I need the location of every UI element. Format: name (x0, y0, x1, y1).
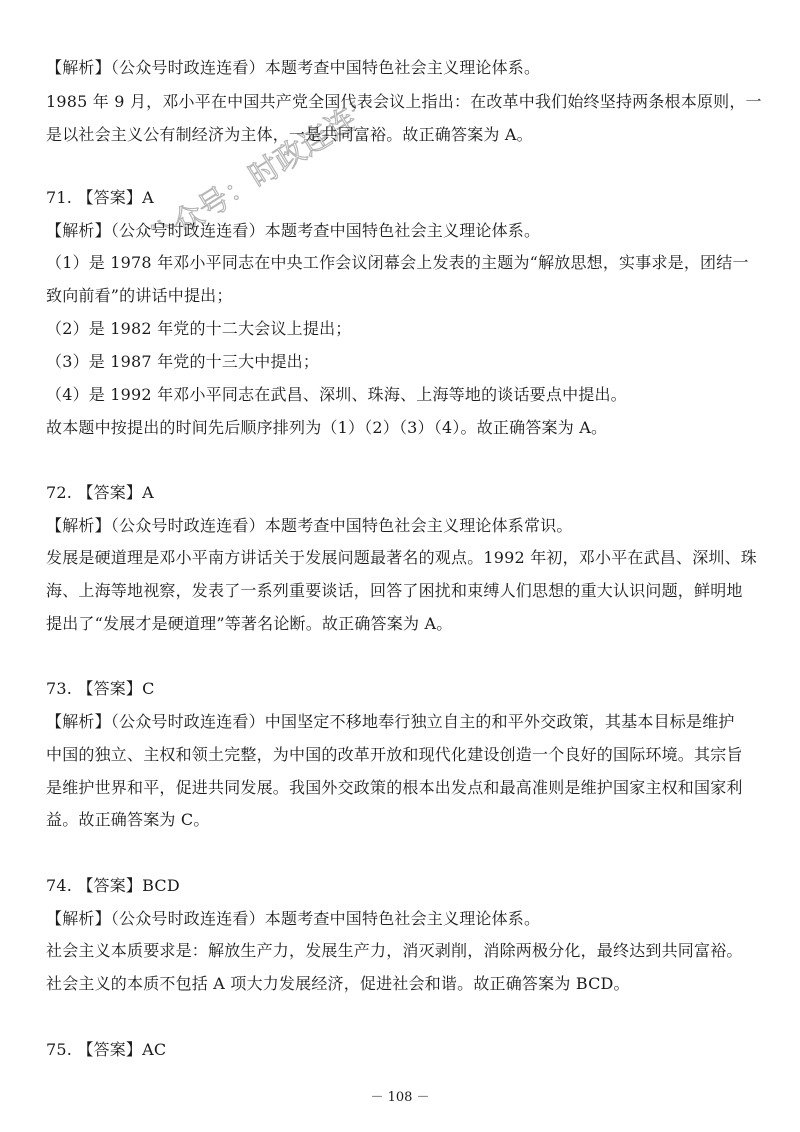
analysis-text-72-line1: 发展是硬道理是邓小平南方讲话关于发展问题最著名的观点。1992 年初，邓小平在武昌、深圳、珠 (46, 548, 758, 567)
answer-71: 71. 【答案】A (46, 188, 154, 207)
answer-74: 74. 【答案】BCD (46, 876, 180, 895)
analysis-text-73-line4: 益。故正确答案为 C。 (46, 810, 210, 829)
analysis-text-71-line1: （1）是 1978 年邓小平同志在中央工作会议闭幕会上发表的主题为“解放思想，实事求是，团结一 (46, 253, 749, 272)
analysis-text-74-line1: 社会主义本质要求是：解放生产力，发展生产力，消灭剥削，消除两极分化，最终达到共同富裕。 (46, 941, 743, 960)
analysis-text-70-line1: 1985 年 9 月，邓小平在中国共产党全国代表会议上指出：在改革中我们始终坚持两条根本原则，一 (46, 92, 762, 111)
answer-73: 73. 【答案】C (46, 679, 155, 698)
analysis-text-71-line3: （2）是 1982 年党的十二大会议上提出； (46, 319, 352, 338)
analysis-text-73-line2: 中国的独立、主权和领土完整，为中国的改革开放和现代化建设创造一个良好的国际环境。其宗旨 (46, 745, 743, 764)
analysis-heading-70: 【解析】（公众号时政连连看）本题考查中国特色社会主义理论体系。 (46, 58, 541, 77)
analysis-text-72-line3: 提出了“发展才是硬道理”等著名论断。故正确答案为 A。 (46, 614, 453, 633)
analysis-heading-74: 【解析】（公众号时政连连看）本题考查中国特色社会主义理论体系。 (46, 909, 541, 928)
analysis-text-74-line2: 社会主义的本质不包括 A 项大力发展经济，促进社会和谐。故正确答案为 BCD。 (46, 974, 630, 993)
analysis-text-73-line1: 【解析】（公众号时政连连看）中国坚定不移地奉行独立自主的和平外交政策，其基本目标是维护 (46, 712, 735, 731)
answer-72: 72. 【答案】A (46, 483, 154, 502)
analysis-text-70-line2: 是以社会主义公有制经济为主体，一是共同富裕。故正确答案为 A。 (46, 125, 533, 144)
page-number: － 108 － (370, 1090, 430, 1105)
answer-75: 75. 【答案】AC (46, 1040, 167, 1059)
analysis-text-71-line4: （3）是 1987 年党的十三大中提出； (46, 352, 320, 371)
analysis-text-71-line2: 致向前看”的讲话中提出； (46, 286, 233, 305)
analysis-heading-72: 【解析】（公众号时政连连看）本题考查中国特色社会主义理论体系常识。 (46, 516, 573, 535)
analysis-text-71-line6: 故本题中按提出的时间先后顺序排列为（1）（2）（3）（4）。故正确答案为 A。 (46, 418, 608, 437)
analysis-heading-71: 【解析】（公众号时政连连看）本题考查中国特色社会主义理论体系。 (46, 221, 541, 240)
analysis-text-71-line5: （4）是 1992 年邓小平同志在武昌、深圳、珠海、上海等地的谈话要点中提出。 (46, 385, 627, 404)
watermark-text: 公众号：时政连连看 (141, 85, 355, 230)
analysis-text-72-line2: 海、上海等地视察，发表了一系列重要谈话，回答了困扰和束缚人们思想的重大认识问题，鲜明地 (46, 581, 743, 600)
analysis-text-73-line3: 是维护世界和平，促进共同发展。我国外交政策的根本出发点和最高准则是维护国家主权和国家利 (46, 778, 743, 797)
